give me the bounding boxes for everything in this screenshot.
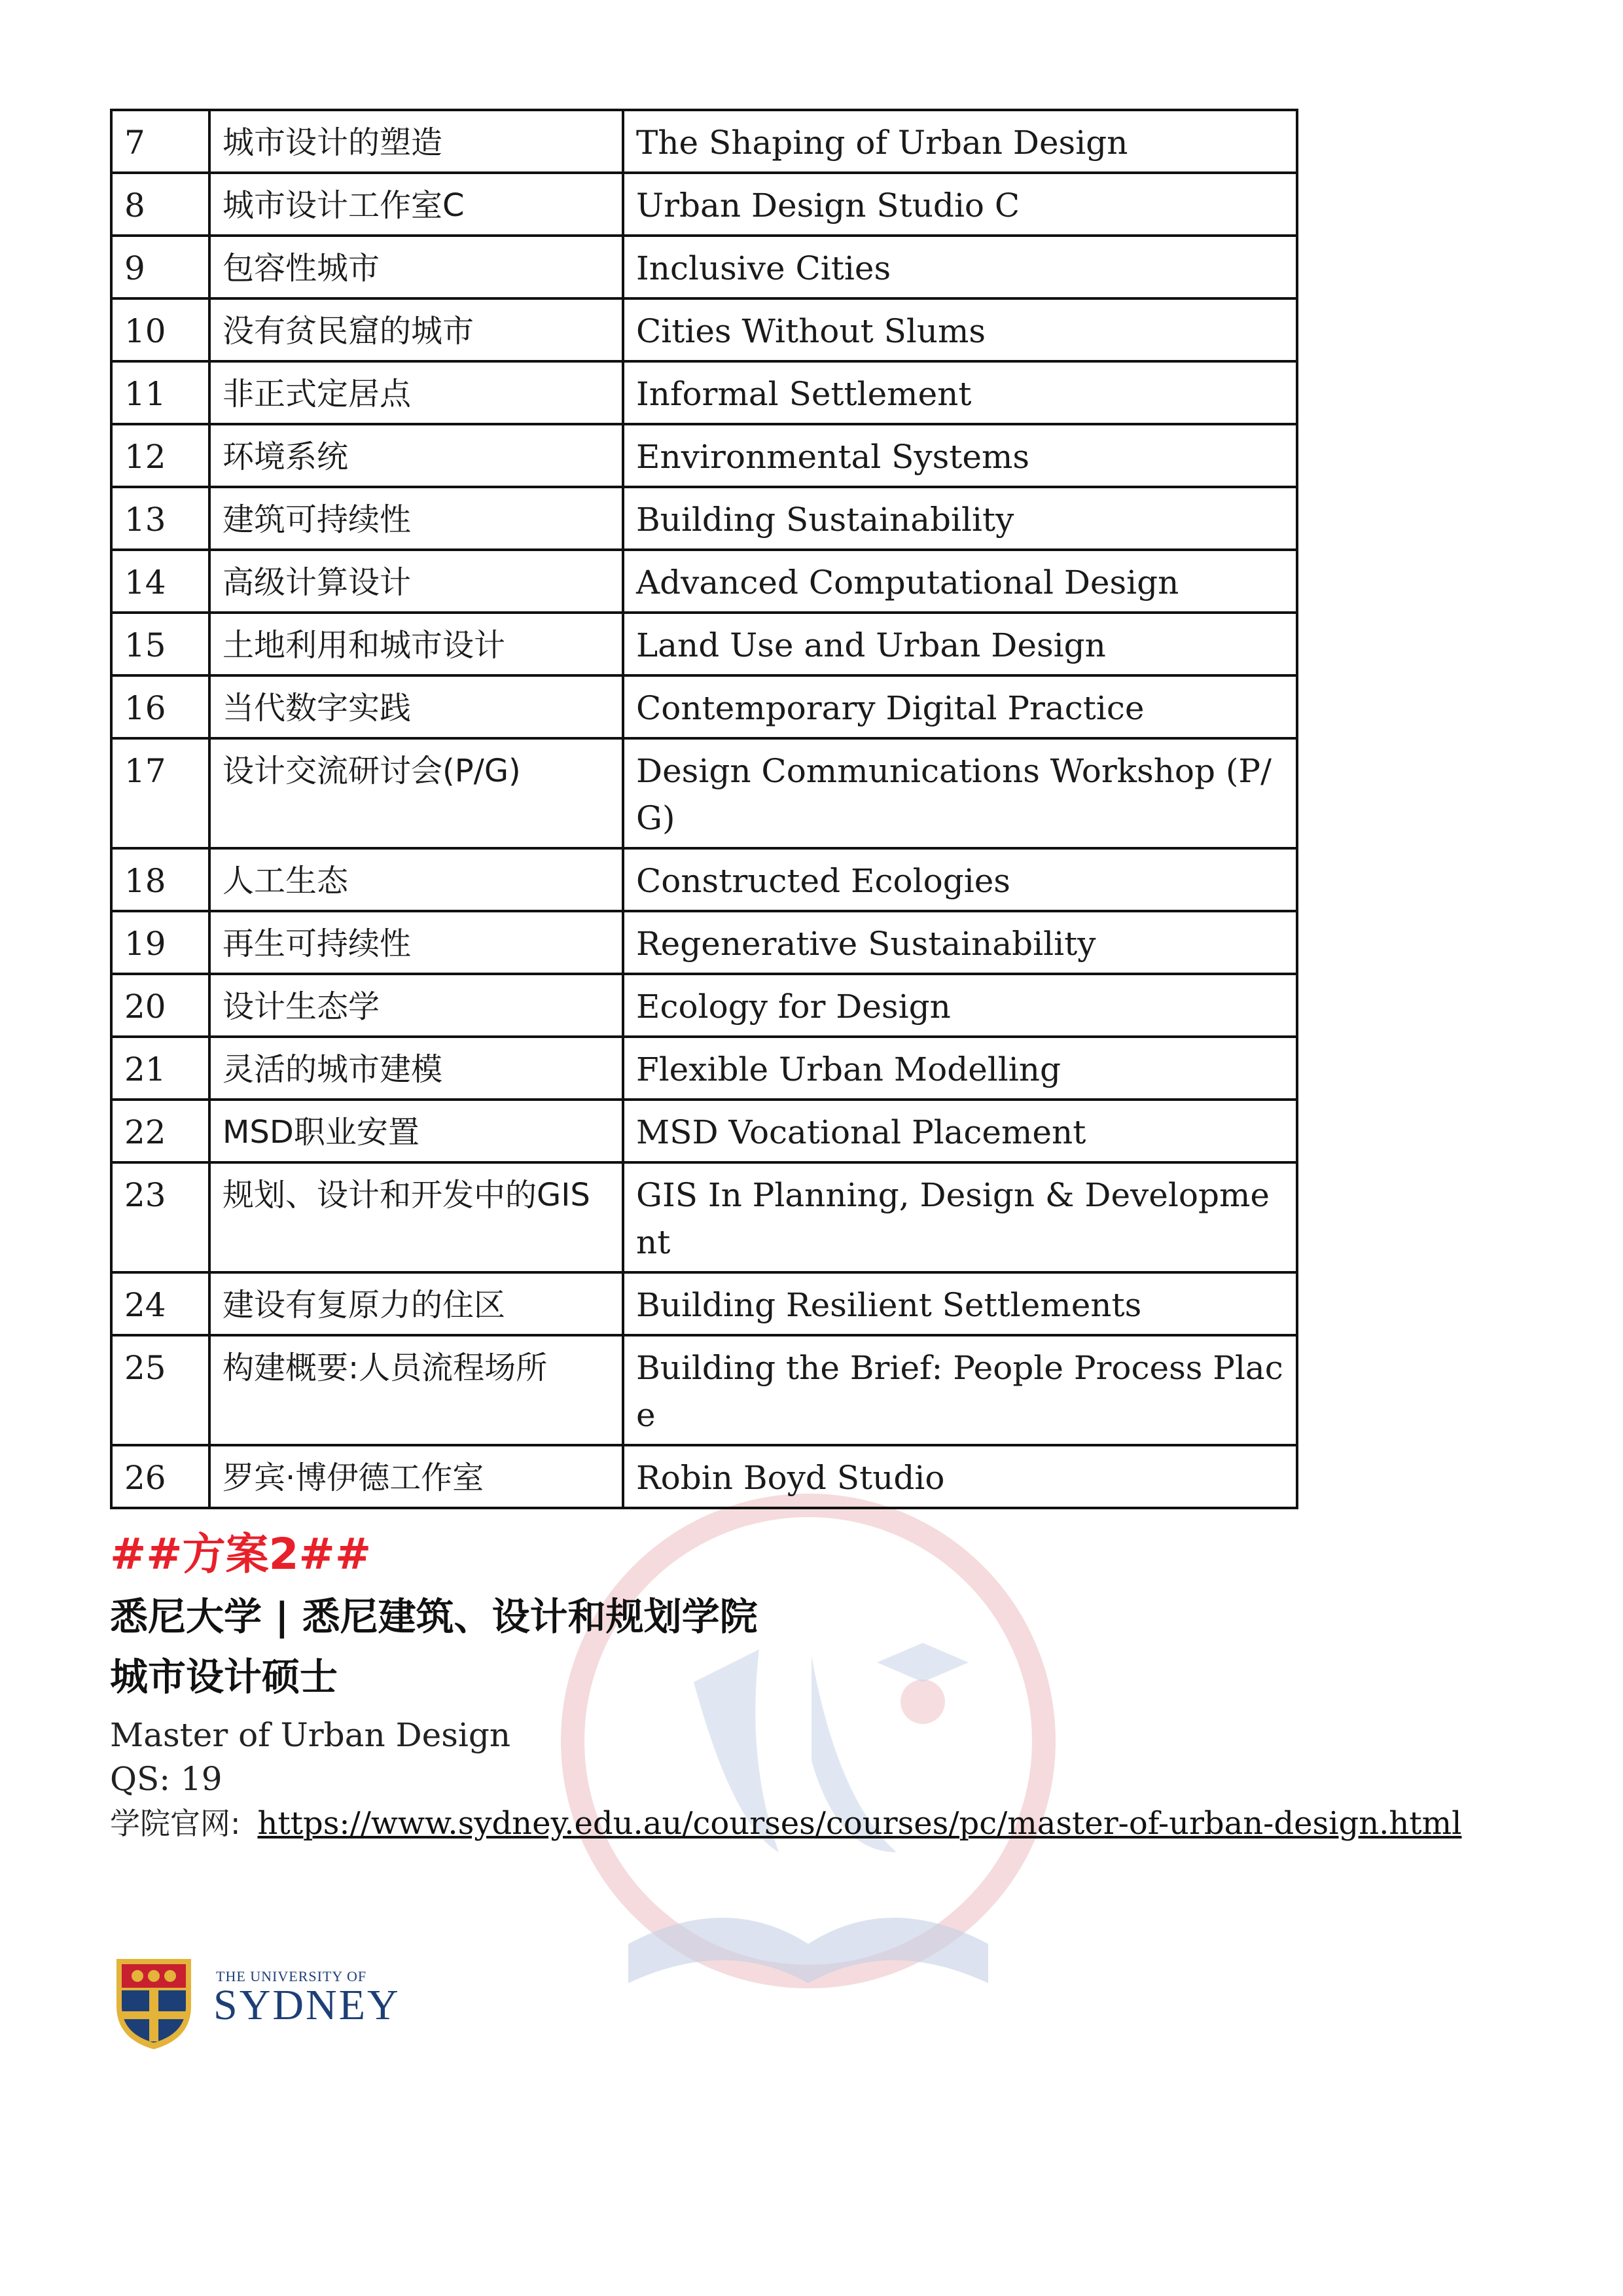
degree-title-en: Master of Urban Design xyxy=(110,1716,511,1754)
cell-cn: 城市设计工作室C xyxy=(209,173,623,236)
cell-cn: 土地利用和城市设计 xyxy=(209,613,623,675)
cell-cn: 高级计算设计 xyxy=(209,550,623,613)
website-link[interactable]: https://www.sydney.edu.au/courses/courses/pc/master-of-urban-design.html xyxy=(257,1805,1462,1842)
cell-no: 8 xyxy=(111,173,209,236)
cell-en: MSD Vocational Placement xyxy=(623,1100,1297,1162)
cell-en: Advanced Computational Design xyxy=(623,550,1297,613)
cell-no: 20 xyxy=(111,974,209,1037)
cell-no: 21 xyxy=(111,1037,209,1100)
cell-no: 7 xyxy=(111,110,209,173)
table-row xyxy=(111,173,1297,236)
university-logo xyxy=(111,1947,401,2052)
cell-no: 18 xyxy=(111,848,209,911)
table-row xyxy=(111,550,1297,613)
cell-no: 15 xyxy=(111,613,209,675)
cell-no: 23 xyxy=(111,1162,209,1272)
table-row xyxy=(111,848,1297,911)
cell-cn: 规划、设计和开发中的GIS xyxy=(209,1162,623,1272)
cell-no: 19 xyxy=(111,911,209,974)
cell-cn: 当代数字实践 xyxy=(209,675,623,738)
table-row xyxy=(111,424,1297,487)
course-table xyxy=(110,109,1298,1509)
cell-en: Environmental Systems xyxy=(623,424,1297,487)
cell-en: Robin Boyd Studio xyxy=(623,1445,1297,1508)
cell-en: Design Communications Workshop (P/G) xyxy=(623,738,1297,848)
table-row xyxy=(111,974,1297,1037)
table-row xyxy=(111,1272,1297,1335)
cell-cn: MSD职业安置 xyxy=(209,1100,623,1162)
website-label: 学院官网: xyxy=(110,1806,241,1841)
logo-text-top: THE UNIVERSITY OF xyxy=(216,1968,367,1984)
cell-cn: 再生可持续性 xyxy=(209,911,623,974)
plan-label: ##方案2## xyxy=(110,1529,372,1579)
cell-cn: 设计交流研讨会(P/G) xyxy=(209,738,623,848)
table-row xyxy=(111,738,1297,848)
cell-no: 16 xyxy=(111,675,209,738)
cell-en: Building the Brief: People Process Place xyxy=(623,1335,1297,1445)
cell-en: Informal Settlement xyxy=(623,361,1297,424)
cell-no: 25 xyxy=(111,1335,209,1445)
table-row xyxy=(111,1037,1297,1100)
cell-en: Contemporary Digital Practice xyxy=(623,675,1297,738)
qs-rank: QS: 19 xyxy=(110,1760,223,1798)
cell-no: 14 xyxy=(111,550,209,613)
cell-en: The Shaping of Urban Design xyxy=(623,110,1297,173)
cell-cn: 构建概要:人员流程场所 xyxy=(209,1335,623,1445)
cell-no: 9 xyxy=(111,236,209,298)
cell-en: Constructed Ecologies xyxy=(623,848,1297,911)
cell-en: Inclusive Cities xyxy=(623,236,1297,298)
cell-cn: 人工生态 xyxy=(209,848,623,911)
logo-text-main: SYDNEY xyxy=(213,1981,401,2029)
table-row xyxy=(111,1100,1297,1162)
cell-en: Regenerative Sustainability xyxy=(623,911,1297,974)
cell-en: GIS In Planning, Design & Development xyxy=(623,1162,1297,1272)
cell-cn: 设计生态学 xyxy=(209,974,623,1037)
cell-cn: 建筑可持续性 xyxy=(209,487,623,550)
cell-cn: 环境系统 xyxy=(209,424,623,487)
website-line xyxy=(110,1801,1461,1845)
table-row xyxy=(111,1162,1297,1272)
watermark-logo xyxy=(530,1486,1086,2042)
cell-cn: 建设有复原力的住区 xyxy=(209,1272,623,1335)
cell-en: Cities Without Slums xyxy=(623,298,1297,361)
table-row xyxy=(111,236,1297,298)
cell-cn: 罗宾·博伊德工作室 xyxy=(209,1445,623,1508)
cell-no: 22 xyxy=(111,1100,209,1162)
cell-cn: 没有贫民窟的城市 xyxy=(209,298,623,361)
table-row xyxy=(111,1445,1297,1508)
cell-no: 24 xyxy=(111,1272,209,1335)
cell-no: 17 xyxy=(111,738,209,848)
cell-no: 12 xyxy=(111,424,209,487)
cell-cn: 非正式定居点 xyxy=(209,361,623,424)
table-row xyxy=(111,1335,1297,1445)
cell-no: 11 xyxy=(111,361,209,424)
cell-en: Ecology for Design xyxy=(623,974,1297,1037)
cell-en: Flexible Urban Modelling xyxy=(623,1037,1297,1100)
table-row xyxy=(111,613,1297,675)
cell-no: 13 xyxy=(111,487,209,550)
cell-cn: 包容性城市 xyxy=(209,236,623,298)
cell-no: 26 xyxy=(111,1445,209,1508)
cell-en: Building Resilient Settlements xyxy=(623,1272,1297,1335)
table-row xyxy=(111,361,1297,424)
crest-icon xyxy=(111,1954,196,2052)
table-row xyxy=(111,110,1297,173)
table-row xyxy=(111,298,1297,361)
cell-cn: 城市设计的塑造 xyxy=(209,110,623,173)
table-row xyxy=(111,675,1297,738)
cell-en: Building Sustainability xyxy=(623,487,1297,550)
cell-cn: 灵活的城市建模 xyxy=(209,1037,623,1100)
degree-title-cn: 城市设计硕士 xyxy=(110,1655,338,1699)
cell-no: 10 xyxy=(111,298,209,361)
university-line: 悉尼大学 | 悉尼建筑、设计和规划学院 xyxy=(110,1594,758,1639)
table-row xyxy=(111,911,1297,974)
cell-en: Land Use and Urban Design xyxy=(623,613,1297,675)
cell-en: Urban Design Studio C xyxy=(623,173,1297,236)
table-row xyxy=(111,487,1297,550)
